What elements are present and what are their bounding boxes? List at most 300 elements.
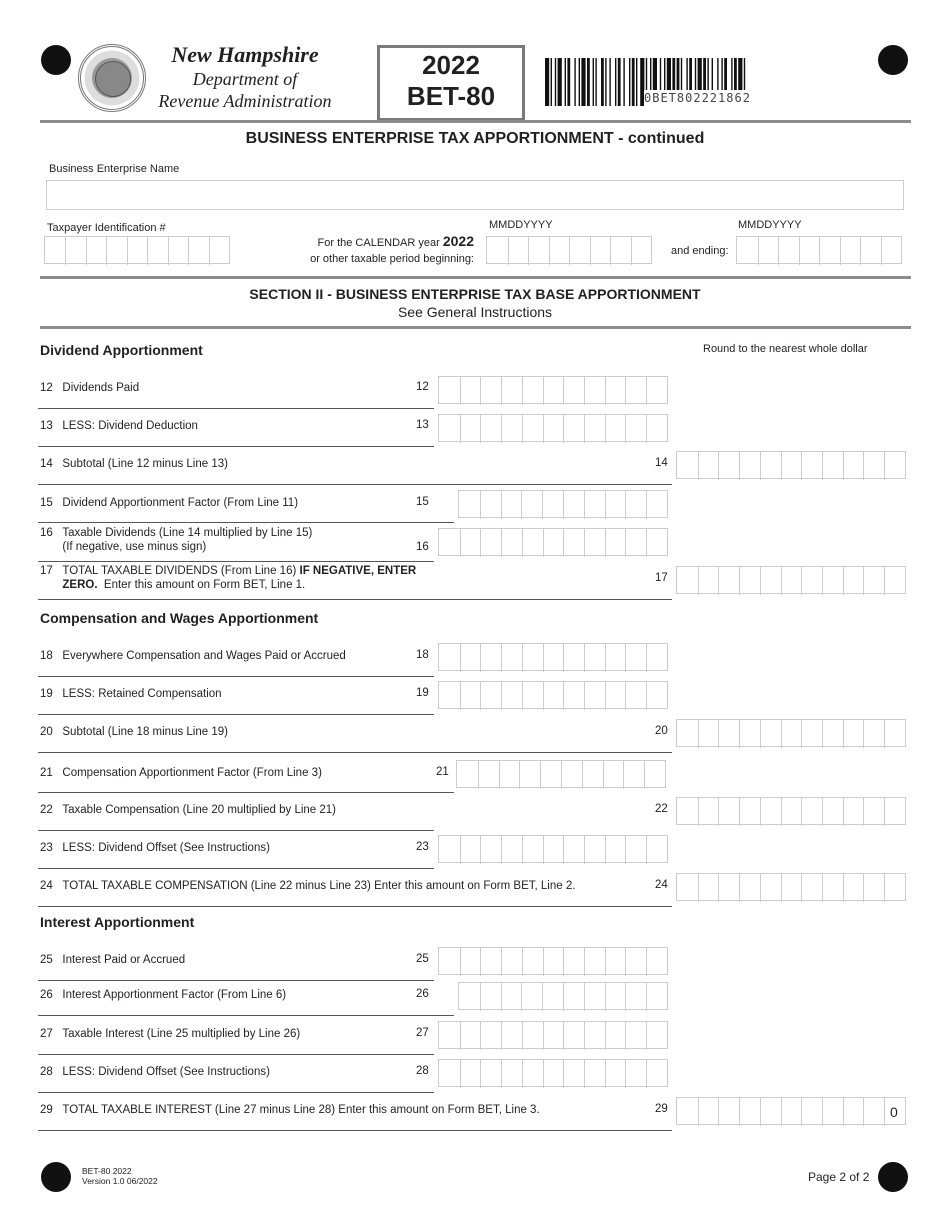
line-17-label: 17 TOTAL TAXABLE DIVIDENDS (From Line 16) IF NEGATIVE, ENTER ZERO. Enter this amount on Form BET, Line 1. (40, 565, 417, 591)
digit-cell (540, 761, 561, 789)
digit-cell (718, 874, 739, 902)
digit-cell (480, 1022, 501, 1050)
footer-version: Version 1.0 06/2022 (82, 1176, 158, 1186)
line-14-field[interactable] (676, 451, 906, 479)
digit-cell (487, 237, 508, 265)
digit-cell (522, 1022, 543, 1050)
period-label (250, 233, 474, 267)
dividend-heading: Dividend Apportionment (40, 342, 203, 358)
digit-cell (584, 377, 605, 405)
digit-cell (646, 682, 667, 710)
page-number: Page 2 of 2 (808, 1170, 870, 1184)
digit-cell (439, 415, 460, 443)
digit-cell (758, 237, 779, 265)
barcode-text: 0BET802221862 (644, 90, 768, 106)
digit-cell (457, 761, 478, 789)
digit-cell (543, 948, 564, 976)
digit-cell (480, 529, 501, 557)
digit-cell (843, 798, 864, 826)
digit-cell (501, 1022, 522, 1050)
date-format-begin: MMDDYYYY (489, 219, 553, 231)
digit-cell (542, 983, 563, 1011)
digit-cell (603, 761, 624, 789)
digit-cell (563, 682, 584, 710)
digit-cell (884, 452, 905, 480)
form-year: 2022 (422, 50, 480, 80)
digit-cell (677, 874, 698, 902)
digit-cell (439, 1022, 460, 1050)
line-12-ref: 12 (416, 381, 429, 393)
digit-cell (646, 529, 667, 557)
digit-cell (781, 874, 802, 902)
line-26-ref: 26 (416, 988, 429, 1000)
digit-cell (760, 798, 781, 826)
digit-cell (625, 983, 646, 1011)
digit-cell (801, 874, 822, 902)
digit-cell (760, 874, 781, 902)
digit-cell (698, 720, 719, 748)
digit-cell (799, 237, 820, 265)
interest-heading: Interest Apportionment (40, 914, 195, 930)
line-24-label: 24 TOTAL TAXABLE COMPENSATION (Line 22 minus Line 23) Enter this amount on Form BET, Line 2. (40, 880, 576, 892)
digit-cell (439, 377, 460, 405)
digit-cell (439, 1060, 460, 1088)
line-20-field[interactable] (676, 719, 906, 747)
digit-cell (843, 1098, 864, 1126)
row-rule (38, 676, 434, 677)
digit-cell (460, 682, 481, 710)
row-rule (38, 792, 454, 793)
compensation-heading: Compensation and Wages Apportionment (40, 610, 319, 626)
row-rule (38, 446, 434, 447)
digit-cell (584, 682, 605, 710)
digit-cell (460, 1022, 481, 1050)
line-26-label: 26 Interest Apportionment Factor (From Line 6) (40, 989, 287, 1001)
line-13-field[interactable] (438, 414, 668, 442)
digit-cell (501, 948, 522, 976)
row-rule (38, 752, 672, 753)
digit-cell (499, 761, 520, 789)
digit-cell (822, 798, 843, 826)
digit-cell (605, 644, 626, 672)
digit-cell (439, 836, 460, 864)
digit-cell (646, 983, 667, 1011)
digit-cell (521, 983, 542, 1011)
digit-cell (822, 567, 843, 595)
digit-cell (605, 377, 626, 405)
digit-cell (698, 798, 719, 826)
agency-name (140, 42, 350, 112)
row-rule (38, 561, 434, 562)
digit-cell (605, 948, 626, 976)
digit-cell (843, 874, 864, 902)
line-21-ref: 21 (436, 766, 449, 778)
digit-cell (610, 237, 631, 265)
row-rule (38, 522, 454, 523)
digit-cell (522, 836, 543, 864)
digit-cell (605, 491, 626, 519)
line-28-field[interactable] (438, 1059, 668, 1087)
digit-cell (563, 415, 584, 443)
digit-cell (528, 237, 549, 265)
line-27-ref: 27 (416, 1027, 429, 1039)
digit-cell (737, 237, 758, 265)
line-23-field[interactable] (438, 835, 668, 863)
digit-cell (718, 720, 739, 748)
digit-cell (884, 798, 905, 826)
line-22-field[interactable] (676, 797, 906, 825)
digit-cell (781, 720, 802, 748)
row-rule (38, 1130, 672, 1131)
digit-cell (801, 452, 822, 480)
digit-cell (760, 567, 781, 595)
digit-cell (718, 1098, 739, 1126)
digit-cell (625, 529, 646, 557)
digit-cell (843, 567, 864, 595)
digit-cell (739, 1098, 760, 1126)
digit-cell (677, 798, 698, 826)
section-title: SECTION II - BUSINESS ENTERPRISE TAX BASE APPORTIONMENT (249, 286, 701, 302)
digit-cell (478, 761, 499, 789)
digit-cell (584, 1060, 605, 1088)
digit-cell (480, 644, 501, 672)
digit-cell (739, 567, 760, 595)
line-28-label: 28 LESS: Dividend Offset (See Instructions) (40, 1066, 270, 1078)
digit-cell (605, 836, 626, 864)
digit-cell (781, 1098, 802, 1126)
digit-cell (501, 529, 522, 557)
round-note: Round to the nearest whole dollar (703, 343, 868, 355)
digit-cell (822, 1098, 843, 1126)
line-21-field[interactable] (456, 760, 666, 788)
line-15-label: 15 Dividend Apportionment Factor (From Line 11) (40, 497, 299, 509)
digit-cell (460, 644, 481, 672)
digit-cell (819, 237, 840, 265)
digit-cell (718, 798, 739, 826)
digit-cell (188, 237, 208, 265)
row-rule (38, 980, 434, 981)
digit-cell (584, 983, 605, 1011)
digit-cell (739, 798, 760, 826)
digit-cell (605, 1060, 626, 1088)
period-end-field[interactable] (736, 236, 902, 264)
digit-cell (501, 983, 522, 1011)
digit-cell (781, 452, 802, 480)
line-12-field[interactable] (438, 376, 668, 404)
digit-cell (543, 377, 564, 405)
digit-cell (625, 948, 646, 976)
line-14-ref: 14 (655, 457, 668, 469)
digit-cell (460, 1060, 481, 1088)
digit-cell (625, 1060, 646, 1088)
digit-cell (584, 415, 605, 443)
digit-cell (781, 567, 802, 595)
line-29-field[interactable] (676, 1097, 906, 1125)
digit-cell (563, 529, 584, 557)
digit-cell (561, 761, 582, 789)
line-16-label: 16 Taxable Dividends (Line 14 multiplied by Line 15) (If negative, use minus sign) (40, 527, 313, 553)
digit-cell (563, 948, 584, 976)
digit-cell (646, 948, 667, 976)
digit-cell (884, 567, 905, 595)
line-14-label: 14 Subtotal (Line 12 minus Line 13) (40, 458, 228, 470)
digit-cell (605, 682, 626, 710)
page-title: BUSINESS ENTERPRISE TAX APPORTIONMENT - continued (245, 130, 705, 147)
form-code: BET-80 (406, 81, 496, 111)
business-name-field[interactable] (46, 180, 904, 210)
divider (40, 326, 911, 329)
digit-cell (439, 529, 460, 557)
digit-cell (542, 491, 563, 519)
digit-cell (582, 761, 603, 789)
section-subtitle: See General Instructions (397, 304, 553, 320)
line-23-ref: 23 (416, 841, 429, 853)
digit-cell (439, 948, 460, 976)
digit-cell (698, 567, 719, 595)
line-29-value: 0 (890, 1104, 898, 1120)
digit-cell (863, 1098, 884, 1126)
digit-cell (480, 836, 501, 864)
line-29-label: 29 TOTAL TAXABLE INTEREST (Line 27 minus Line 28) Enter this amount on Form BET, Line 3. (40, 1104, 540, 1116)
digit-cell (677, 452, 698, 480)
digit-cell (698, 452, 719, 480)
digit-cell (584, 1022, 605, 1050)
footer-form-id: BET-80 2022 (82, 1166, 132, 1176)
period-year: 2022 (442, 233, 474, 249)
digit-cell (698, 1098, 719, 1126)
ending-label: and ending: (671, 245, 729, 257)
digit-cell (460, 529, 481, 557)
digit-cell (168, 237, 188, 265)
line-24-ref: 24 (655, 879, 668, 891)
digit-cell (480, 983, 501, 1011)
digit-cell (646, 1022, 667, 1050)
line-25-field[interactable] (438, 947, 668, 975)
digit-cell (625, 682, 646, 710)
digit-cell (563, 377, 584, 405)
digit-cell (563, 1022, 584, 1050)
digit-cell (522, 415, 543, 443)
digit-cell (563, 1060, 584, 1088)
row-rule (38, 1054, 434, 1055)
digit-cell (459, 983, 480, 1011)
digit-cell (781, 798, 802, 826)
digit-cell (480, 1060, 501, 1088)
line-17-ref: 17 (655, 572, 668, 584)
digit-cell (863, 452, 884, 480)
line-26-field[interactable] (458, 982, 668, 1010)
line-19-field[interactable] (438, 681, 668, 709)
digit-cell (501, 491, 522, 519)
digit-cell (519, 761, 540, 789)
line-27-field[interactable] (438, 1021, 668, 1049)
digit-cell (625, 377, 646, 405)
digit-cell (501, 415, 522, 443)
registration-mark (41, 45, 71, 75)
digit-cell (584, 491, 605, 519)
digit-cell (843, 452, 864, 480)
digit-cell (739, 452, 760, 480)
line-19-label: 19 LESS: Retained Compensation (40, 688, 222, 700)
digit-cell (480, 682, 501, 710)
digit-cell (501, 644, 522, 672)
line-28-ref: 28 (416, 1065, 429, 1077)
line-17-field[interactable] (676, 566, 906, 594)
digit-cell (522, 529, 543, 557)
digit-cell (584, 644, 605, 672)
digit-cell (460, 836, 481, 864)
line-23-label: 23 LESS: Dividend Offset (See Instructions) (40, 842, 270, 854)
line-12-label: 12 Dividends Paid (40, 382, 140, 394)
digit-cell (522, 682, 543, 710)
digit-cell (863, 798, 884, 826)
digit-cell (543, 682, 564, 710)
digit-cell (508, 237, 529, 265)
line-15-ref: 15 (416, 496, 429, 508)
digit-cell (460, 415, 481, 443)
digit-cell (590, 237, 611, 265)
digit-cell (801, 720, 822, 748)
row-rule (38, 599, 672, 600)
digit-cell (480, 415, 501, 443)
line-16-ref: 16 (416, 541, 429, 553)
digit-cell (480, 377, 501, 405)
digit-cell (543, 644, 564, 672)
digit-cell (584, 529, 605, 557)
line-19-ref: 19 (416, 687, 429, 699)
digit-cell (801, 567, 822, 595)
line-20-ref: 20 (655, 725, 668, 737)
digit-cell (863, 720, 884, 748)
digit-cell (843, 720, 864, 748)
digit-cell (65, 237, 85, 265)
registration-mark (41, 1162, 71, 1192)
digit-cell (801, 1098, 822, 1126)
business-name-label: Business Enterprise Name (49, 163, 180, 175)
row-rule (38, 484, 672, 485)
digit-cell (863, 567, 884, 595)
digit-cell (460, 948, 481, 976)
digit-cell (605, 983, 626, 1011)
tin-field[interactable] (44, 236, 230, 264)
digit-cell (522, 644, 543, 672)
digit-cell (501, 682, 522, 710)
registration-mark (878, 45, 908, 75)
period-line2: or other taxable period beginning: (310, 253, 474, 265)
digit-cell (521, 491, 542, 519)
period-line1-prefix: For the CALENDAR year (317, 237, 440, 249)
line-18-field[interactable] (438, 643, 668, 671)
digit-cell (646, 377, 667, 405)
line-27-label: 27 Taxable Interest (Line 25 multiplied by Line 26) (40, 1028, 301, 1040)
line-21-label: 21 Compensation Apportionment Factor (From Line 3) (40, 767, 322, 779)
row-rule (38, 868, 434, 869)
digit-cell (822, 452, 843, 480)
digit-cell (884, 874, 905, 902)
digit-cell (625, 415, 646, 443)
digit-cell (718, 567, 739, 595)
divider (40, 120, 911, 123)
digit-cell (605, 415, 626, 443)
digit-cell (45, 237, 65, 265)
digit-cell (677, 1098, 698, 1126)
line-25-ref: 25 (416, 953, 429, 965)
digit-cell (501, 377, 522, 405)
digit-cell (760, 1098, 781, 1126)
digit-cell (543, 1060, 564, 1088)
digit-cell (86, 237, 106, 265)
digit-cell (739, 720, 760, 748)
digit-cell (480, 948, 501, 976)
digit-cell (209, 237, 229, 265)
line-13-label: 13 LESS: Dividend Deduction (40, 420, 198, 432)
period-begin-field[interactable] (486, 236, 652, 264)
digit-cell (584, 836, 605, 864)
digit-cell (625, 1022, 646, 1050)
state-seal-icon (78, 44, 146, 112)
line-16-field[interactable] (438, 528, 668, 556)
digit-cell (501, 1060, 522, 1088)
digit-cell (605, 529, 626, 557)
line-15-field[interactable] (458, 490, 668, 518)
date-format-end: MMDDYYYY (738, 219, 802, 231)
digit-cell (106, 237, 126, 265)
department-line1: Department of (192, 69, 298, 89)
line-20-label: 20 Subtotal (Line 18 minus Line 19) (40, 726, 228, 738)
digit-cell (698, 874, 719, 902)
digit-cell (718, 452, 739, 480)
digit-cell (801, 798, 822, 826)
digit-cell (460, 377, 481, 405)
digit-cell (543, 1022, 564, 1050)
tin-label: Taxpayer Identification # (47, 222, 166, 234)
digit-cell (884, 720, 905, 748)
digit-cell (563, 644, 584, 672)
digit-cell (646, 491, 667, 519)
line-22-ref: 22 (655, 803, 668, 815)
digit-cell (625, 491, 646, 519)
line-18-ref: 18 (416, 649, 429, 661)
department-line2: Revenue Administration (158, 91, 332, 111)
row-rule (38, 830, 434, 831)
digit-cell (739, 874, 760, 902)
digit-cell (459, 491, 480, 519)
digit-cell (881, 237, 902, 265)
digit-cell (625, 644, 646, 672)
digit-cell (840, 237, 861, 265)
line-18-label: 18 Everywhere Compensation and Wages Paid or Accrued (40, 650, 346, 662)
digit-cell (522, 1060, 543, 1088)
digit-cell (501, 836, 522, 864)
digit-cell (822, 720, 843, 748)
line-29-ref: 29 (655, 1103, 668, 1115)
digit-cell (563, 983, 584, 1011)
line-13-ref: 13 (416, 419, 429, 431)
digit-cell (522, 948, 543, 976)
digit-cell (646, 1060, 667, 1088)
divider (40, 276, 911, 279)
row-rule (38, 1015, 454, 1016)
line-24-field[interactable] (676, 873, 906, 901)
digit-cell (563, 491, 584, 519)
row-rule (38, 714, 434, 715)
row-rule (38, 1092, 434, 1093)
digit-cell (543, 415, 564, 443)
state-name: New Hampshire (171, 42, 319, 67)
digit-cell (760, 720, 781, 748)
digit-cell (480, 491, 501, 519)
digit-cell (860, 237, 881, 265)
